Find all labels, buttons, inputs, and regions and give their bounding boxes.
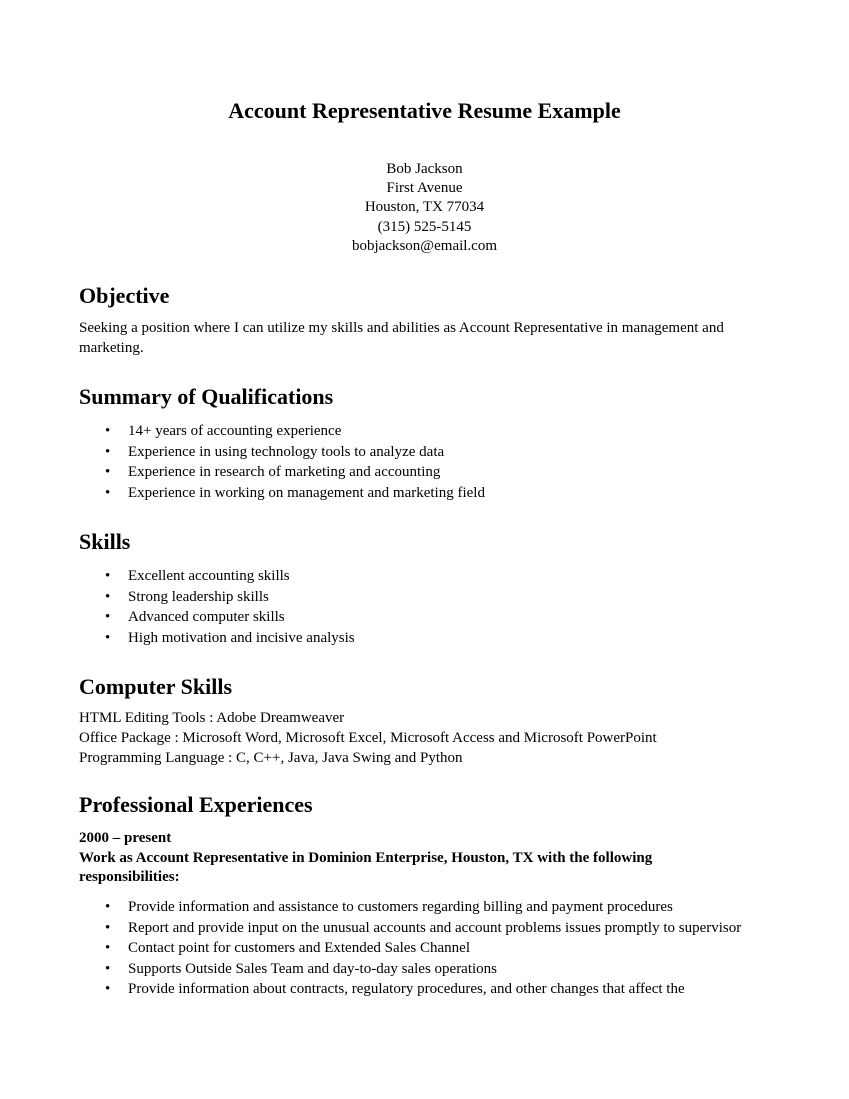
skill-text: Advanced computer skills [128,609,285,625]
skill-text: Strong leadership skills [128,588,269,605]
responsibility-text: Contact point for customers and Extended Sales Channel [128,940,471,956]
bullet-icon: • [105,940,111,956]
computer-skills-heading: Computer Skills [79,674,233,699]
list-item [105,483,765,504]
contact-street: First Avenue [386,180,463,197]
list-item [105,979,765,1000]
objective-text: Seeking a position where I can utilize my skills and abilities as Account Representative in management and marketing. [79,320,724,356]
list-item [105,566,765,587]
bullet-icon: • [105,443,111,460]
bullet-icon: • [105,960,111,977]
experience-header [79,829,739,888]
responsibility-text: Provide information and assistance to customers regarding billing and payment procedures [128,899,673,915]
skills-list [105,566,765,648]
contact-name: Bob Jackson [386,161,463,177]
list-item [105,442,765,463]
bullet-icon: • [105,588,111,605]
experience-period: 2000 – present [79,830,172,846]
bullet-icon: • [105,464,111,480]
bullet-icon: • [105,629,111,646]
objective-heading: Objective [79,283,170,308]
qualification-text: 14+ years of accounting experience [128,423,342,439]
list-item [105,897,765,918]
bullet-icon: • [105,423,111,439]
bullet-icon: • [105,609,111,625]
qualification-text: Experience in working on management and marketing field [128,484,485,501]
responsibility-text: Report and provide input on the unusual accounts and account problems issues promptly to supervisor [128,919,742,936]
computer-skill-line: HTML Editing Tools : Adobe Dreamweaver [79,710,345,726]
contact-block [0,160,849,256]
list-item [105,421,765,442]
responsibility-text: Supports Outside Sales Team and day-to-day sales operations [128,960,498,977]
computer-skill-line: Programming Language : C, C++, Java, Java Swing and Python [79,750,463,766]
qualifications-heading: Summary of Qualifications [79,384,334,409]
contact-email: bobjackson@email.com [351,237,498,254]
experience-role: Work as Account Representative in Dominion Enterprise, Houston, TX with the following responsibilities: [79,849,653,885]
contact-phone: (315) 525-5145 [377,218,472,235]
document-title: Account Representative Resume Example [228,98,621,123]
bullet-icon: • [105,899,111,915]
bullet-icon: • [105,981,111,997]
experience-list [105,897,765,1000]
experience-heading: Professional Experiences [79,792,313,817]
list-item [105,938,765,959]
qualifications-list [105,421,765,503]
qualification-text: Experience in research of marketing and accounting [128,464,441,480]
computer-skills-lines [79,708,657,768]
list-item [105,607,765,628]
bullet-icon: • [105,568,111,584]
list-item [105,918,765,939]
bullet-icon: • [105,919,111,936]
list-item [105,462,765,483]
contact-city: Houston, TX 77034 [364,199,485,216]
responsibility-text: Provide information about contracts, regulatory procedures, and other changes that affect the [128,981,685,997]
list-item [105,959,765,980]
skill-text: Excellent accounting skills [128,568,290,584]
skills-heading: Skills [79,529,131,554]
bullet-icon: • [105,484,111,501]
list-item [105,628,765,649]
computer-skill-line: Office Package : Microsoft Word, Microsoft Excel, Microsoft Access and Microsoft PowerPoint [79,730,657,746]
skill-text: High motivation and incisive analysis [128,629,355,646]
list-item [105,587,765,608]
qualification-text: Experience in using technology tools to analyze data [128,443,445,460]
